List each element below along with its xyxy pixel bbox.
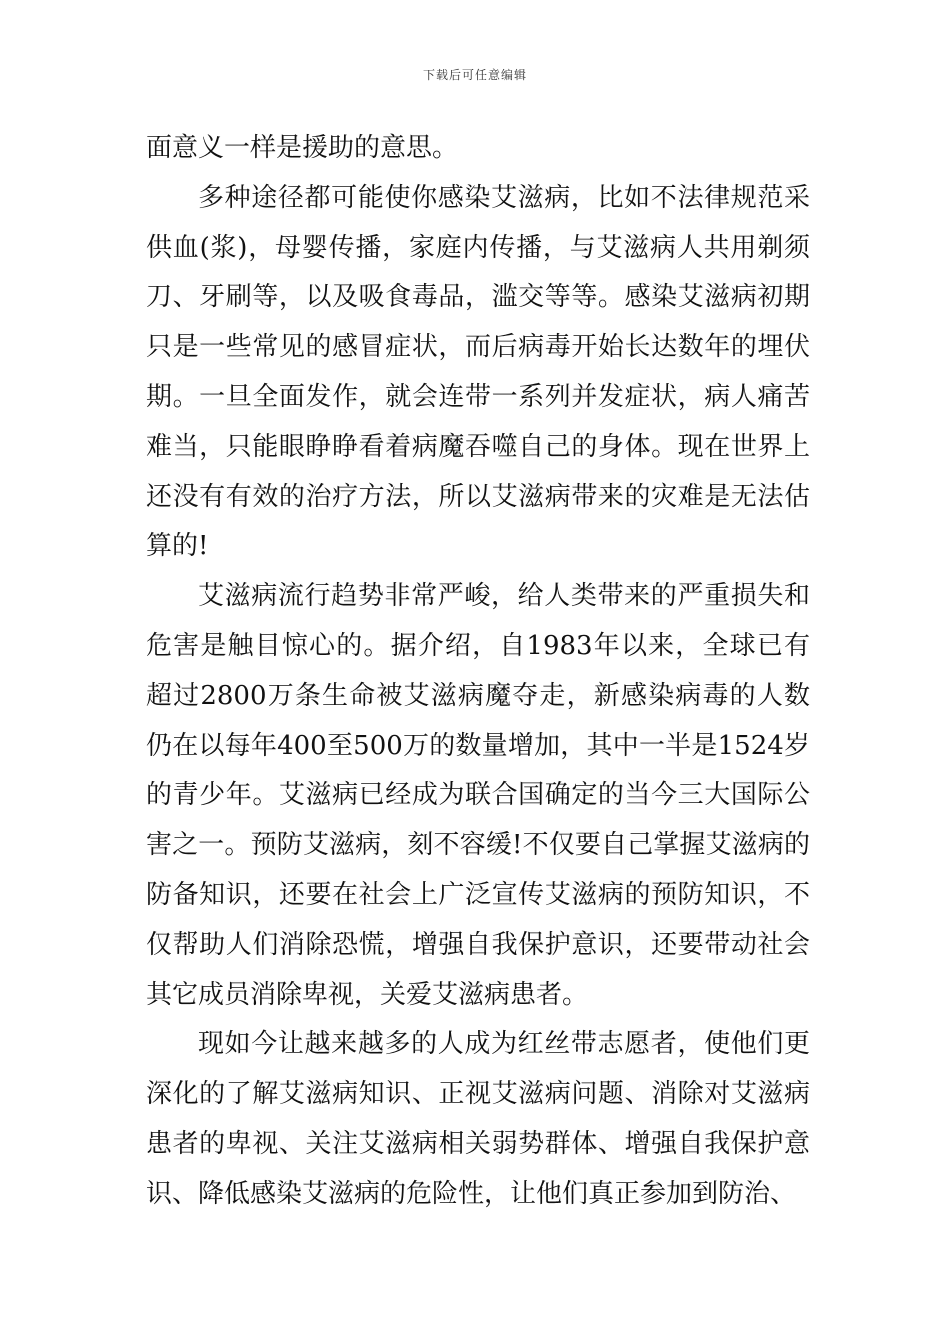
paragraph-red-ribbon-volunteers: 现如今让越来越多的人成为红丝带志愿者，使他们更深化的了解艾滋病知识、正视艾滋病问题、消除对艾滋病患者的卑视、关注艾滋病相关弱势群体、增强自我保护意识、降低感染艾滋病的危险性，让他们真正参加到防治、 [146, 1029, 810, 1209]
paragraph-continuation: 面意义一样是援助的意思。 [146, 133, 459, 163]
document-body [146, 124, 810, 1220]
paragraph-epidemic-trend: 艾滋病流行趋势非常严峻，给人类带来的严重损失和危害是触目惊心的。据介绍，自1983年以来，全球已有超过2800万条生命被艾滋病魔夺走，新感染病毒的人数仍在以每年400至500万的数量增加，其中一半是1524岁的青少年。艾滋病已经成为联合国确定的当今三大国际公害之一。预防艾滋病，刻不容缓!不仅要自己掌握艾滋病的防备知识，还要在社会上广泛宣传艾滋病的预防知识，不仅帮助人们消除恐慌，增强自我保护意识，还要带动社会其它成员消除卑视，关爱艾滋病患者。 [146, 581, 810, 1010]
paragraph-infection-routes: 多种途径都可能使你感染艾滋病，比如不法律规范采供血(浆)，母婴传播，家庭内传播，与艾滋病人共用剃须刀、牙刷等，以及吸食毒品，滥交等等。感染艾滋病初期只是一些常见的感冒症状，而后病毒开始长达数年的埋伏期。一旦全面发作，就会连带一系列并发症状，病人痛苦难当，只能眼睁睁看着病魔吞噬自己的身体。现在世界上还没有有效的治疗方法，所以艾滋病带来的灾难是无法估算的! [146, 182, 810, 562]
header-note: 下载后可任意编辑 [422, 68, 527, 82]
